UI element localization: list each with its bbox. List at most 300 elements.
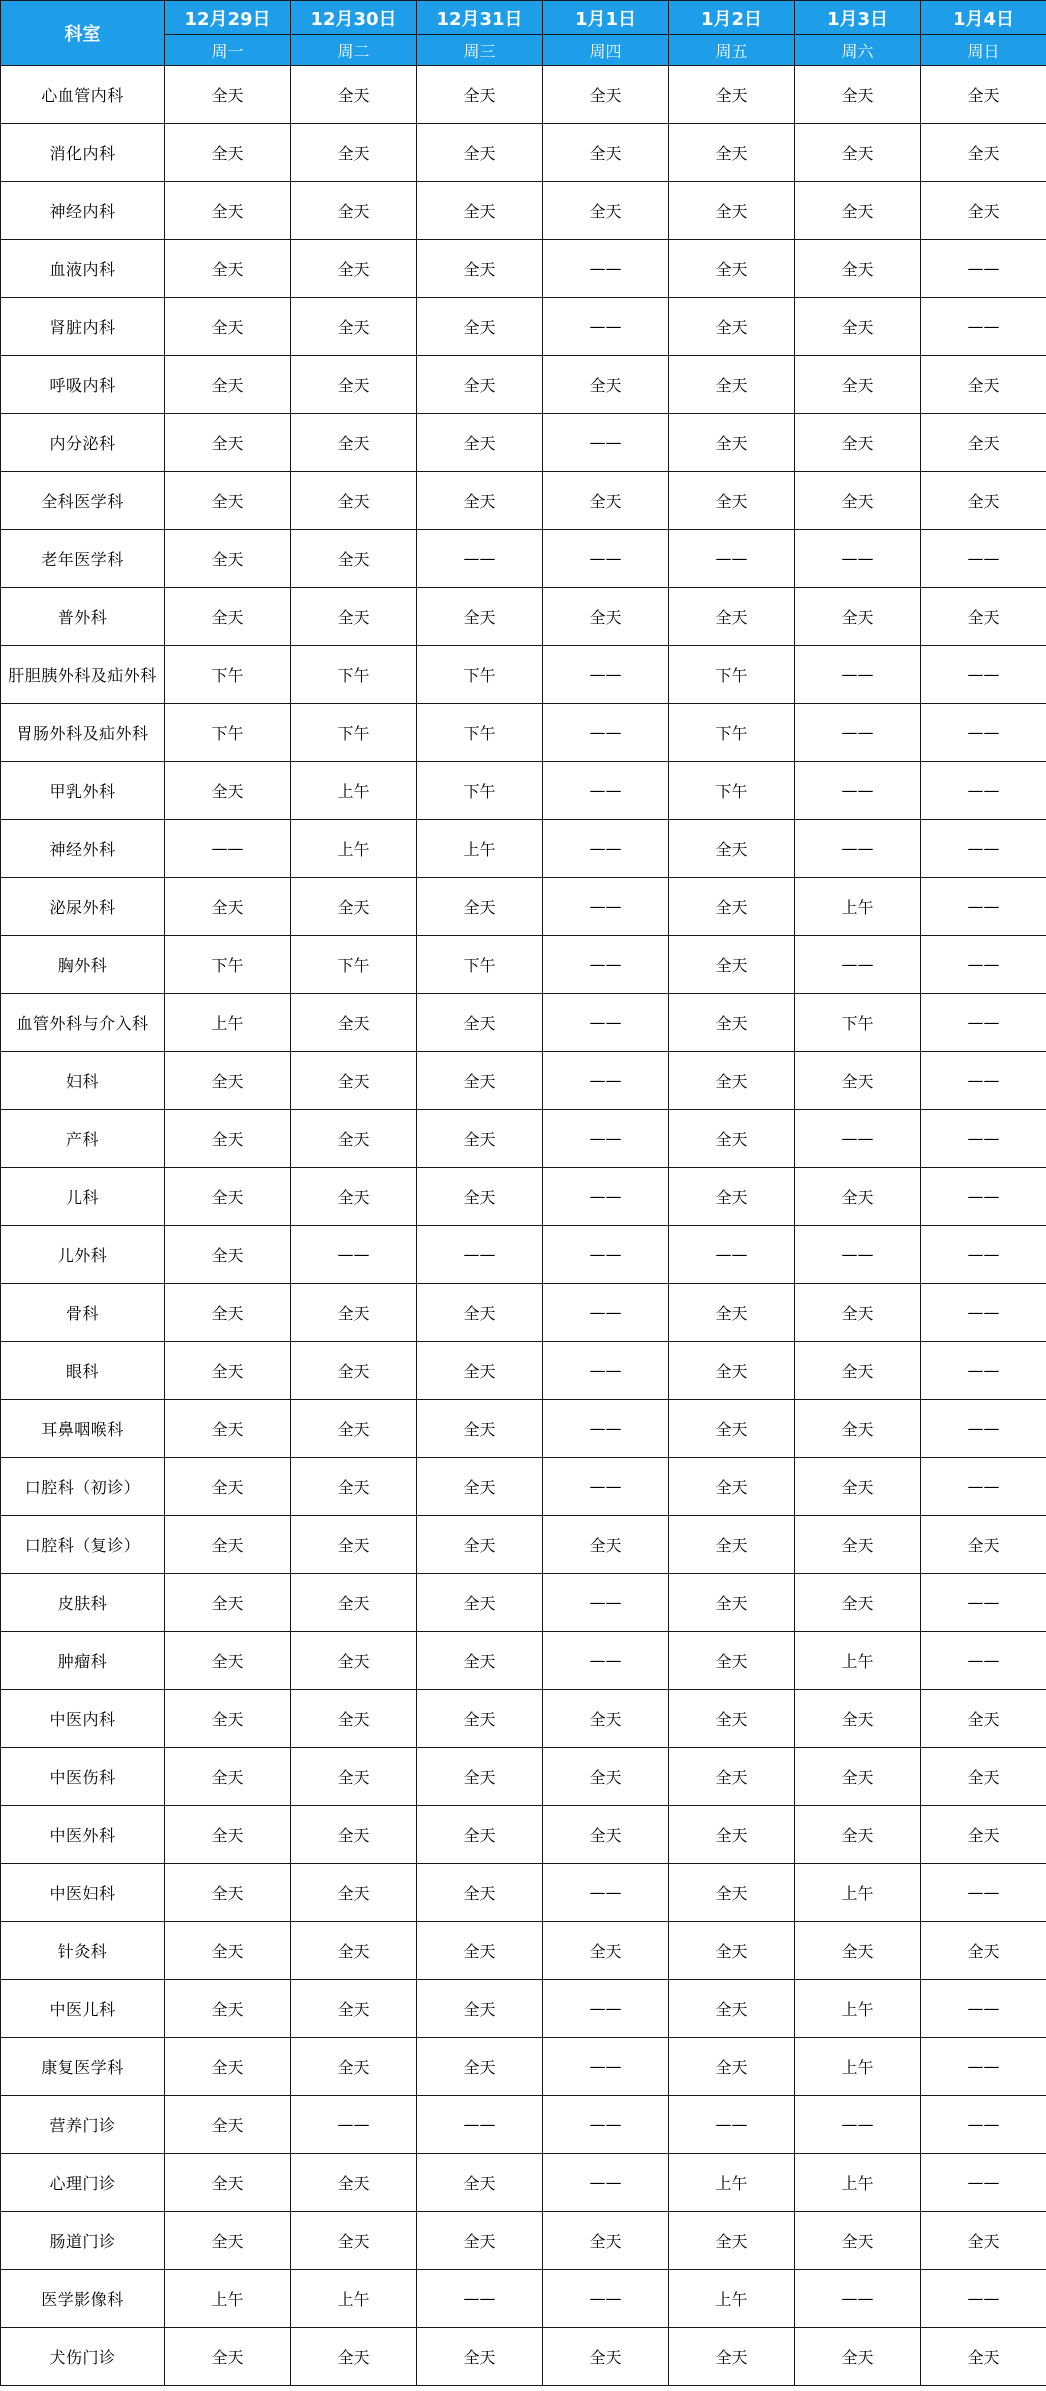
date-header: 1月4日 (921, 1, 1046, 35)
schedule-cell: 全天 (291, 994, 417, 1052)
schedule-cell: —— (921, 820, 1046, 878)
schedule-cell: 上午 (795, 1980, 921, 2038)
schedule-cell: 全天 (669, 994, 795, 1052)
schedule-cell: —— (669, 2096, 795, 2154)
schedule-cell: 全天 (417, 1574, 543, 1632)
department-name: 肝胆胰外科及疝外科 (1, 646, 165, 704)
schedule-cell: 全天 (669, 1458, 795, 1516)
table-row (1, 1748, 1046, 1806)
schedule-cell: —— (543, 1400, 669, 1458)
schedule-cell: —— (543, 2154, 669, 2212)
schedule-cell: 上午 (291, 2270, 417, 2328)
schedule-cell: 全天 (669, 1284, 795, 1342)
department-name: 中医儿科 (1, 1980, 165, 2038)
schedule-cell: 全天 (417, 240, 543, 298)
schedule-cell: 全天 (669, 1806, 795, 1864)
schedule-cell: —— (543, 704, 669, 762)
schedule-cell: 全天 (291, 1632, 417, 1690)
table-row (1, 414, 1046, 472)
schedule-cell: 全天 (417, 1400, 543, 1458)
schedule-cell: —— (795, 1110, 921, 1168)
schedule-cell: 全天 (543, 356, 669, 414)
weekday-header: 周一 (165, 35, 291, 66)
department-name: 呼吸内科 (1, 356, 165, 414)
schedule-cell: —— (543, 240, 669, 298)
schedule-cell: 下午 (417, 762, 543, 820)
schedule-cell: 全天 (795, 1400, 921, 1458)
schedule-cell: 上午 (795, 1632, 921, 1690)
schedule-cell: 全天 (291, 240, 417, 298)
department-name: 产科 (1, 1110, 165, 1168)
schedule-cell: —— (795, 646, 921, 704)
schedule-cell: 全天 (417, 994, 543, 1052)
schedule-cell: 全天 (165, 1806, 291, 1864)
schedule-cell: 全天 (165, 1922, 291, 1980)
table-row (1, 66, 1046, 124)
table-row (1, 1690, 1046, 1748)
table-row (1, 1458, 1046, 1516)
department-name: 内分泌科 (1, 414, 165, 472)
schedule-cell: 全天 (669, 1690, 795, 1748)
schedule-cell: 全天 (795, 588, 921, 646)
schedule-cell: —— (921, 878, 1046, 936)
schedule-cell: 全天 (417, 1864, 543, 1922)
schedule-cell: 全天 (669, 414, 795, 472)
table-row (1, 1110, 1046, 1168)
schedule-cell: 全天 (417, 298, 543, 356)
schedule-cell: 全天 (543, 1748, 669, 1806)
table-row (1, 936, 1046, 994)
schedule-cell: —— (795, 530, 921, 588)
schedule-cell: 全天 (795, 1284, 921, 1342)
schedule-cell: 下午 (165, 704, 291, 762)
table-row (1, 356, 1046, 414)
schedule-cell: —— (921, 2154, 1046, 2212)
table-header (1, 1, 1046, 66)
schedule-cell: 下午 (417, 646, 543, 704)
schedule-cell: 全天 (291, 2038, 417, 2096)
weekday-header: 周六 (795, 35, 921, 66)
table-row (1, 1574, 1046, 1632)
schedule-cell: 全天 (795, 1690, 921, 1748)
department-name: 心理门诊 (1, 2154, 165, 2212)
schedule-cell: 全天 (417, 588, 543, 646)
table-row (1, 2212, 1046, 2270)
date-header: 12月29日 (165, 1, 291, 35)
schedule-cell: 全天 (165, 2096, 291, 2154)
schedule-cell: 全天 (291, 472, 417, 530)
schedule-cell: 全天 (795, 298, 921, 356)
schedule-cell: 全天 (795, 66, 921, 124)
schedule-cell: —— (543, 1226, 669, 1284)
schedule-cell: 全天 (291, 1342, 417, 1400)
table-row (1, 762, 1046, 820)
schedule-cell: 全天 (669, 1980, 795, 2038)
schedule-cell: 全天 (417, 356, 543, 414)
schedule-cell: 全天 (291, 2154, 417, 2212)
schedule-cell: 全天 (165, 1284, 291, 1342)
schedule-cell: —— (543, 994, 669, 1052)
schedule-cell: —— (921, 704, 1046, 762)
schedule-cell: 全天 (795, 240, 921, 298)
schedule-cell: —— (921, 936, 1046, 994)
schedule-cell: 全天 (165, 2154, 291, 2212)
schedule-cell: —— (543, 2038, 669, 2096)
schedule-cell: —— (795, 1226, 921, 1284)
department-name: 胃肠外科及疝外科 (1, 704, 165, 762)
schedule-cell: 下午 (669, 704, 795, 762)
schedule-cell: 全天 (795, 414, 921, 472)
schedule-cell: 全天 (921, 472, 1046, 530)
schedule-cell: 全天 (669, 1632, 795, 1690)
schedule-cell: 全天 (417, 2328, 543, 2386)
schedule-cell: 上午 (795, 2038, 921, 2096)
schedule-cell: —— (795, 2270, 921, 2328)
table-row (1, 1226, 1046, 1284)
schedule-cell: 全天 (921, 182, 1046, 240)
schedule-cell: 全天 (543, 2328, 669, 2386)
schedule-cell: —— (543, 762, 669, 820)
schedule-cell: 全天 (795, 1458, 921, 1516)
schedule-cell: 全天 (417, 124, 543, 182)
schedule-cell: 全天 (165, 1690, 291, 1748)
schedule-cell: 全天 (669, 1400, 795, 1458)
schedule-cell: 全天 (291, 1690, 417, 1748)
schedule-cell: 全天 (795, 356, 921, 414)
schedule-cell: 全天 (165, 1980, 291, 2038)
schedule-cell: —— (921, 1400, 1046, 1458)
date-header: 1月3日 (795, 1, 921, 35)
department-name: 神经外科 (1, 820, 165, 878)
schedule-cell: 全天 (165, 2328, 291, 2386)
schedule-cell: 全天 (417, 1980, 543, 2038)
schedule-cell: 全天 (669, 66, 795, 124)
schedule-cell: 全天 (795, 1748, 921, 1806)
schedule-cell: 全天 (417, 66, 543, 124)
schedule-cell: 全天 (417, 472, 543, 530)
schedule-cell: —— (921, 1168, 1046, 1226)
schedule-cell: 全天 (669, 2212, 795, 2270)
schedule-cell: —— (921, 2038, 1046, 2096)
schedule-cell: 全天 (417, 1922, 543, 1980)
department-name: 心血管内科 (1, 66, 165, 124)
schedule-cell: —— (921, 240, 1046, 298)
department-name: 胸外科 (1, 936, 165, 994)
schedule-cell: —— (543, 878, 669, 936)
schedule-cell: —— (417, 1226, 543, 1284)
schedule-cell: 全天 (921, 2212, 1046, 2270)
schedule-cell: —— (543, 1574, 669, 1632)
weekday-header: 周五 (669, 35, 795, 66)
schedule-cell: —— (921, 530, 1046, 588)
schedule-cell: 下午 (291, 646, 417, 704)
schedule-cell: 全天 (291, 124, 417, 182)
schedule-cell: 全天 (165, 1458, 291, 1516)
schedule-cell: 全天 (921, 1922, 1046, 1980)
schedule-cell: —— (543, 820, 669, 878)
schedule-cell: 全天 (921, 1806, 1046, 1864)
schedule-cell: 全天 (669, 1864, 795, 1922)
schedule-cell: 全天 (165, 2212, 291, 2270)
schedule-cell: —— (543, 1864, 669, 1922)
table-body (1, 66, 1046, 2386)
schedule-cell: 全天 (165, 878, 291, 936)
schedule-cell: —— (543, 414, 669, 472)
schedule-cell: 全天 (669, 1052, 795, 1110)
schedule-cell: —— (669, 1226, 795, 1284)
schedule-cell: 全天 (165, 1342, 291, 1400)
department-name: 犬伤门诊 (1, 2328, 165, 2386)
schedule-cell: 全天 (795, 1922, 921, 1980)
department-name: 甲乳外科 (1, 762, 165, 820)
department-name: 泌尿外科 (1, 878, 165, 936)
schedule-cell: —— (921, 1632, 1046, 1690)
schedule-cell: 全天 (921, 1690, 1046, 1748)
schedule-cell: 全天 (417, 1748, 543, 1806)
schedule-cell: —— (795, 936, 921, 994)
table-row (1, 2270, 1046, 2328)
schedule-cell: 全天 (669, 820, 795, 878)
schedule-cell: 上午 (669, 2270, 795, 2328)
table-row (1, 1632, 1046, 1690)
department-name: 血管外科与介入科 (1, 994, 165, 1052)
schedule-cell: 全天 (669, 2328, 795, 2386)
schedule-cell: —— (921, 2270, 1046, 2328)
schedule-cell: 全天 (417, 1458, 543, 1516)
table-row (1, 1922, 1046, 1980)
schedule-cell: —— (795, 820, 921, 878)
table-row (1, 530, 1046, 588)
schedule-cell: 全天 (669, 240, 795, 298)
schedule-cell: 上午 (795, 1864, 921, 1922)
department-name: 肾脏内科 (1, 298, 165, 356)
table-row (1, 878, 1046, 936)
schedule-cell: 全天 (291, 1516, 417, 1574)
table-row (1, 646, 1046, 704)
department-name: 肠道门诊 (1, 2212, 165, 2270)
schedule-cell: —— (291, 1226, 417, 1284)
schedule-cell: 上午 (165, 2270, 291, 2328)
table-row (1, 704, 1046, 762)
department-name: 医学影像科 (1, 2270, 165, 2328)
schedule-cell: —— (543, 646, 669, 704)
schedule-cell: —— (543, 298, 669, 356)
table-row (1, 2038, 1046, 2096)
schedule-cell: 全天 (165, 1168, 291, 1226)
schedule-cell: 全天 (795, 182, 921, 240)
schedule-cell: —— (921, 1864, 1046, 1922)
schedule-cell: 全天 (417, 2212, 543, 2270)
schedule-cell: 全天 (291, 356, 417, 414)
schedule-cell: 全天 (669, 1574, 795, 1632)
schedule-cell: 全天 (543, 124, 669, 182)
schedule-cell: 全天 (417, 182, 543, 240)
schedule-cell: 全天 (165, 66, 291, 124)
department-name: 儿科 (1, 1168, 165, 1226)
table-row (1, 1052, 1046, 1110)
schedule-cell: 上午 (291, 820, 417, 878)
table-row (1, 2096, 1046, 2154)
schedule-cell: 全天 (669, 878, 795, 936)
table-row (1, 298, 1046, 356)
schedule-cell: 全天 (165, 1574, 291, 1632)
department-name: 神经内科 (1, 182, 165, 240)
schedule-cell: —— (417, 530, 543, 588)
schedule-cell: 全天 (417, 1284, 543, 1342)
schedule-cell: 全天 (291, 414, 417, 472)
table-row (1, 240, 1046, 298)
schedule-cell: 下午 (795, 994, 921, 1052)
schedule-cell: 全天 (417, 1052, 543, 1110)
schedule-cell: 全天 (417, 1516, 543, 1574)
table-row (1, 994, 1046, 1052)
schedule-cell: 下午 (165, 936, 291, 994)
table-row (1, 182, 1046, 240)
schedule-cell: 全天 (291, 530, 417, 588)
schedule-cell: 全天 (669, 182, 795, 240)
schedule-cell: 全天 (291, 878, 417, 936)
department-name: 中医伤科 (1, 1748, 165, 1806)
date-header: 1月1日 (543, 1, 669, 35)
schedule-cell: 全天 (543, 1516, 669, 1574)
table-row (1, 820, 1046, 878)
schedule-cell: —— (921, 2096, 1046, 2154)
department-name: 康复医学科 (1, 2038, 165, 2096)
schedule-cell: 全天 (921, 2328, 1046, 2386)
schedule-cell: 全天 (543, 1690, 669, 1748)
schedule-cell: 下午 (165, 646, 291, 704)
schedule-cell: 全天 (543, 472, 669, 530)
schedule-cell: —— (921, 1226, 1046, 1284)
schedule-cell: 全天 (669, 2038, 795, 2096)
schedule-cell: 全天 (795, 1806, 921, 1864)
table-row (1, 588, 1046, 646)
schedule-cell: —— (291, 2096, 417, 2154)
schedule-cell: —— (543, 1110, 669, 1168)
schedule-cell: 全天 (669, 936, 795, 994)
schedule-cell: —— (921, 762, 1046, 820)
schedule-cell: 全天 (417, 1806, 543, 1864)
schedule-cell: 全天 (165, 182, 291, 240)
schedule-cell: 全天 (795, 1342, 921, 1400)
schedule-cell: 全天 (291, 1864, 417, 1922)
department-name: 普外科 (1, 588, 165, 646)
schedule-cell: 全天 (165, 414, 291, 472)
schedule-cell: 全天 (921, 1516, 1046, 1574)
table-row (1, 1806, 1046, 1864)
schedule-cell: 全天 (165, 1226, 291, 1284)
table-row (1, 1284, 1046, 1342)
schedule-cell: 全天 (921, 1748, 1046, 1806)
weekday-header: 周四 (543, 35, 669, 66)
department-name: 中医外科 (1, 1806, 165, 1864)
schedule-cell: 全天 (291, 2328, 417, 2386)
department-name: 营养门诊 (1, 2096, 165, 2154)
schedule-cell: 全天 (165, 1516, 291, 1574)
department-name: 中医妇科 (1, 1864, 165, 1922)
schedule-cell: —— (543, 1632, 669, 1690)
schedule-cell: 全天 (921, 414, 1046, 472)
schedule-cell: 下午 (291, 704, 417, 762)
schedule-cell: 全天 (669, 1922, 795, 1980)
schedule-cell: —— (543, 530, 669, 588)
schedule-cell: 全天 (291, 1400, 417, 1458)
schedule-cell: —— (921, 298, 1046, 356)
schedule-cell: 全天 (921, 124, 1046, 182)
date-header: 1月2日 (669, 1, 795, 35)
schedule-cell: 下午 (669, 762, 795, 820)
schedule-cell: —— (921, 1110, 1046, 1168)
schedule-cell: 全天 (669, 1516, 795, 1574)
schedule-cell: —— (921, 1052, 1046, 1110)
schedule-cell: —— (165, 820, 291, 878)
schedule-cell: —— (543, 936, 669, 994)
schedule-cell: 上午 (795, 2154, 921, 2212)
schedule-cell: 下午 (669, 646, 795, 704)
schedule-cell: 全天 (669, 124, 795, 182)
weekday-header: 周二 (291, 35, 417, 66)
date-header: 12月30日 (291, 1, 417, 35)
schedule-cell: 全天 (543, 1806, 669, 1864)
schedule-cell: 全天 (291, 2212, 417, 2270)
schedule-cell: 全天 (417, 1110, 543, 1168)
schedule-cell: —— (921, 1342, 1046, 1400)
schedule-cell: 全天 (795, 2328, 921, 2386)
table-row (1, 2328, 1046, 2386)
department-name: 消化内科 (1, 124, 165, 182)
schedule-cell: 全天 (795, 1574, 921, 1632)
schedule-cell: 全天 (795, 2212, 921, 2270)
date-header: 12月31日 (417, 1, 543, 35)
schedule-cell: 全天 (795, 1516, 921, 1574)
schedule-cell: 全天 (165, 298, 291, 356)
schedule-cell: 全天 (165, 1748, 291, 1806)
schedule-cell: —— (921, 1574, 1046, 1632)
weekday-header: 周三 (417, 35, 543, 66)
table-row (1, 1864, 1046, 1922)
department-name: 骨科 (1, 1284, 165, 1342)
schedule-cell: 全天 (291, 1110, 417, 1168)
department-name: 全科医学科 (1, 472, 165, 530)
schedule-cell: —— (921, 646, 1046, 704)
schedule-cell: 上午 (291, 762, 417, 820)
schedule-cell: 下午 (417, 936, 543, 994)
department-name: 妇科 (1, 1052, 165, 1110)
schedule-cell: 全天 (795, 1168, 921, 1226)
schedule-cell: 全天 (543, 2212, 669, 2270)
schedule-cell: —— (795, 762, 921, 820)
schedule-cell: 全天 (543, 66, 669, 124)
schedule-cell: 全天 (669, 356, 795, 414)
schedule-cell: 全天 (291, 588, 417, 646)
schedule-cell: 全天 (417, 1690, 543, 1748)
schedule-cell: —— (543, 1980, 669, 2038)
table-row (1, 1980, 1046, 2038)
schedule-cell: 下午 (417, 704, 543, 762)
schedule-cell: —— (417, 2096, 543, 2154)
schedule-cell: 全天 (669, 1168, 795, 1226)
schedule-cell: 全天 (165, 530, 291, 588)
schedule-cell: 上午 (417, 820, 543, 878)
schedule-cell: —— (543, 2270, 669, 2328)
weekday-header: 周日 (921, 35, 1046, 66)
schedule-cell: 全天 (417, 2154, 543, 2212)
schedule-cell: 全天 (165, 1864, 291, 1922)
schedule-cell: 全天 (165, 124, 291, 182)
dept-column-header: 科室 (1, 1, 165, 66)
schedule-cell: 全天 (165, 588, 291, 646)
schedule-cell: —— (795, 704, 921, 762)
